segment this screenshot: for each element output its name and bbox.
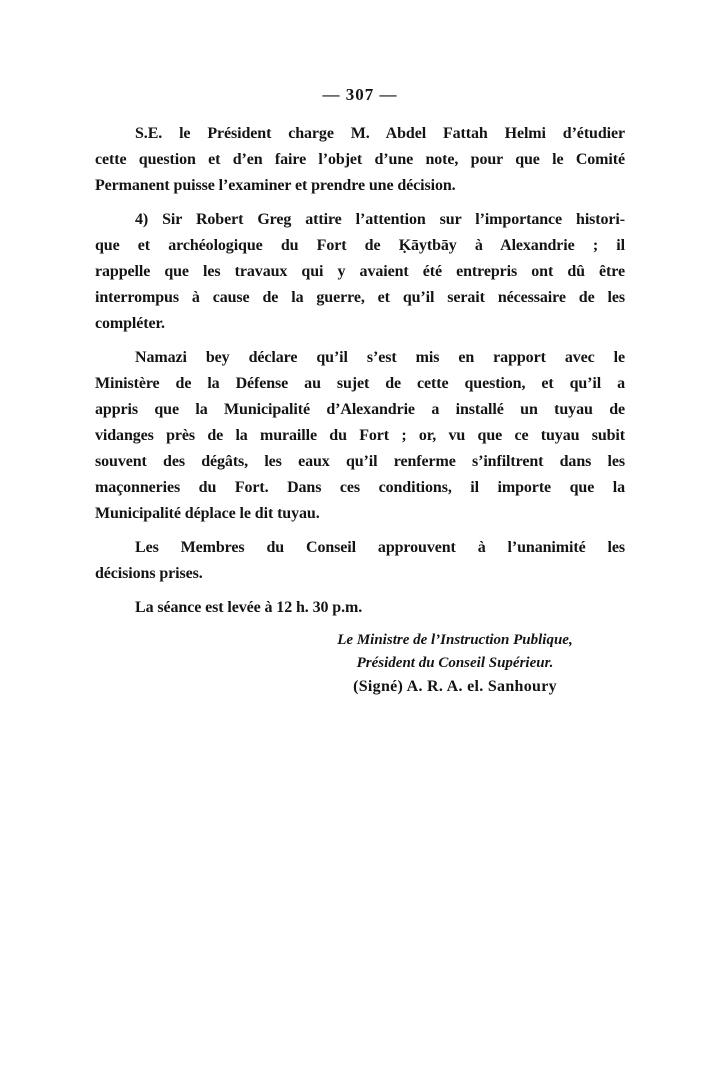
text-line: rappelle que les travaux qui y avaient été entrepris ont dû être [95,263,625,280]
text-line: maçonneries du Fort. Dans ces conditions, il importe que la [95,479,625,496]
text-line: Les Membres du Conseil approuvent à l’unanimité les [135,539,625,556]
text-line: interrompus à cause de la guerre, et qu’il serait nécessaire de les [95,289,625,306]
text-line: La séance est levée à 12 h. 30 p.m. [135,599,363,616]
text-line: souvent des dégâts, les eaux qu’il renferme s’infiltrent dans les [95,453,625,470]
paragraph [95,535,625,587]
signature-title-line: Le Ministre de l’Instruction Publique, [337,632,573,648]
text-line: que et archéologique du Fort de Ḳāytbāy à Alexandrie ; il [95,237,625,254]
signature-block [305,629,605,699]
signature-title-line: Président du Conseil Supérieur. [356,655,554,671]
text-line: 4) Sir Robert Greg attire l’attention sur l’importance histori- [135,211,625,228]
paragraph [95,207,625,337]
paragraph [95,121,625,199]
text-line: vidanges près de la muraille du Fort ; or, vu que ce tuyau subit [95,427,625,444]
signature-name: (Signé) A. R. A. el. Sanhoury [353,678,557,695]
paragraph [95,595,625,621]
text-line: Permanent puisse l’examiner et prendre une décision. [95,177,456,194]
text-line: cette question et d’en faire l’objet d’une note, pour que le Comité [95,151,625,168]
paragraph [95,345,625,527]
page-number: — 307 — [322,85,398,104]
text-line: Namazi bey déclare qu’il s’est mis en rapport avec le [135,349,625,366]
text-line: S.E. le Président charge M. Abdel Fattah Helmi d’étudier [135,125,625,142]
text-line: décisions prises. [95,565,203,582]
text-line: Municipalité déplace le dit tuyau. [95,505,320,522]
text-line: appris que la Municipalité d’Alexandrie a installé un tuyau de [95,401,625,418]
text-line: Ministère de la Défense au sujet de cette question, et qu’il a [95,375,625,392]
text-line: compléter. [95,315,165,332]
